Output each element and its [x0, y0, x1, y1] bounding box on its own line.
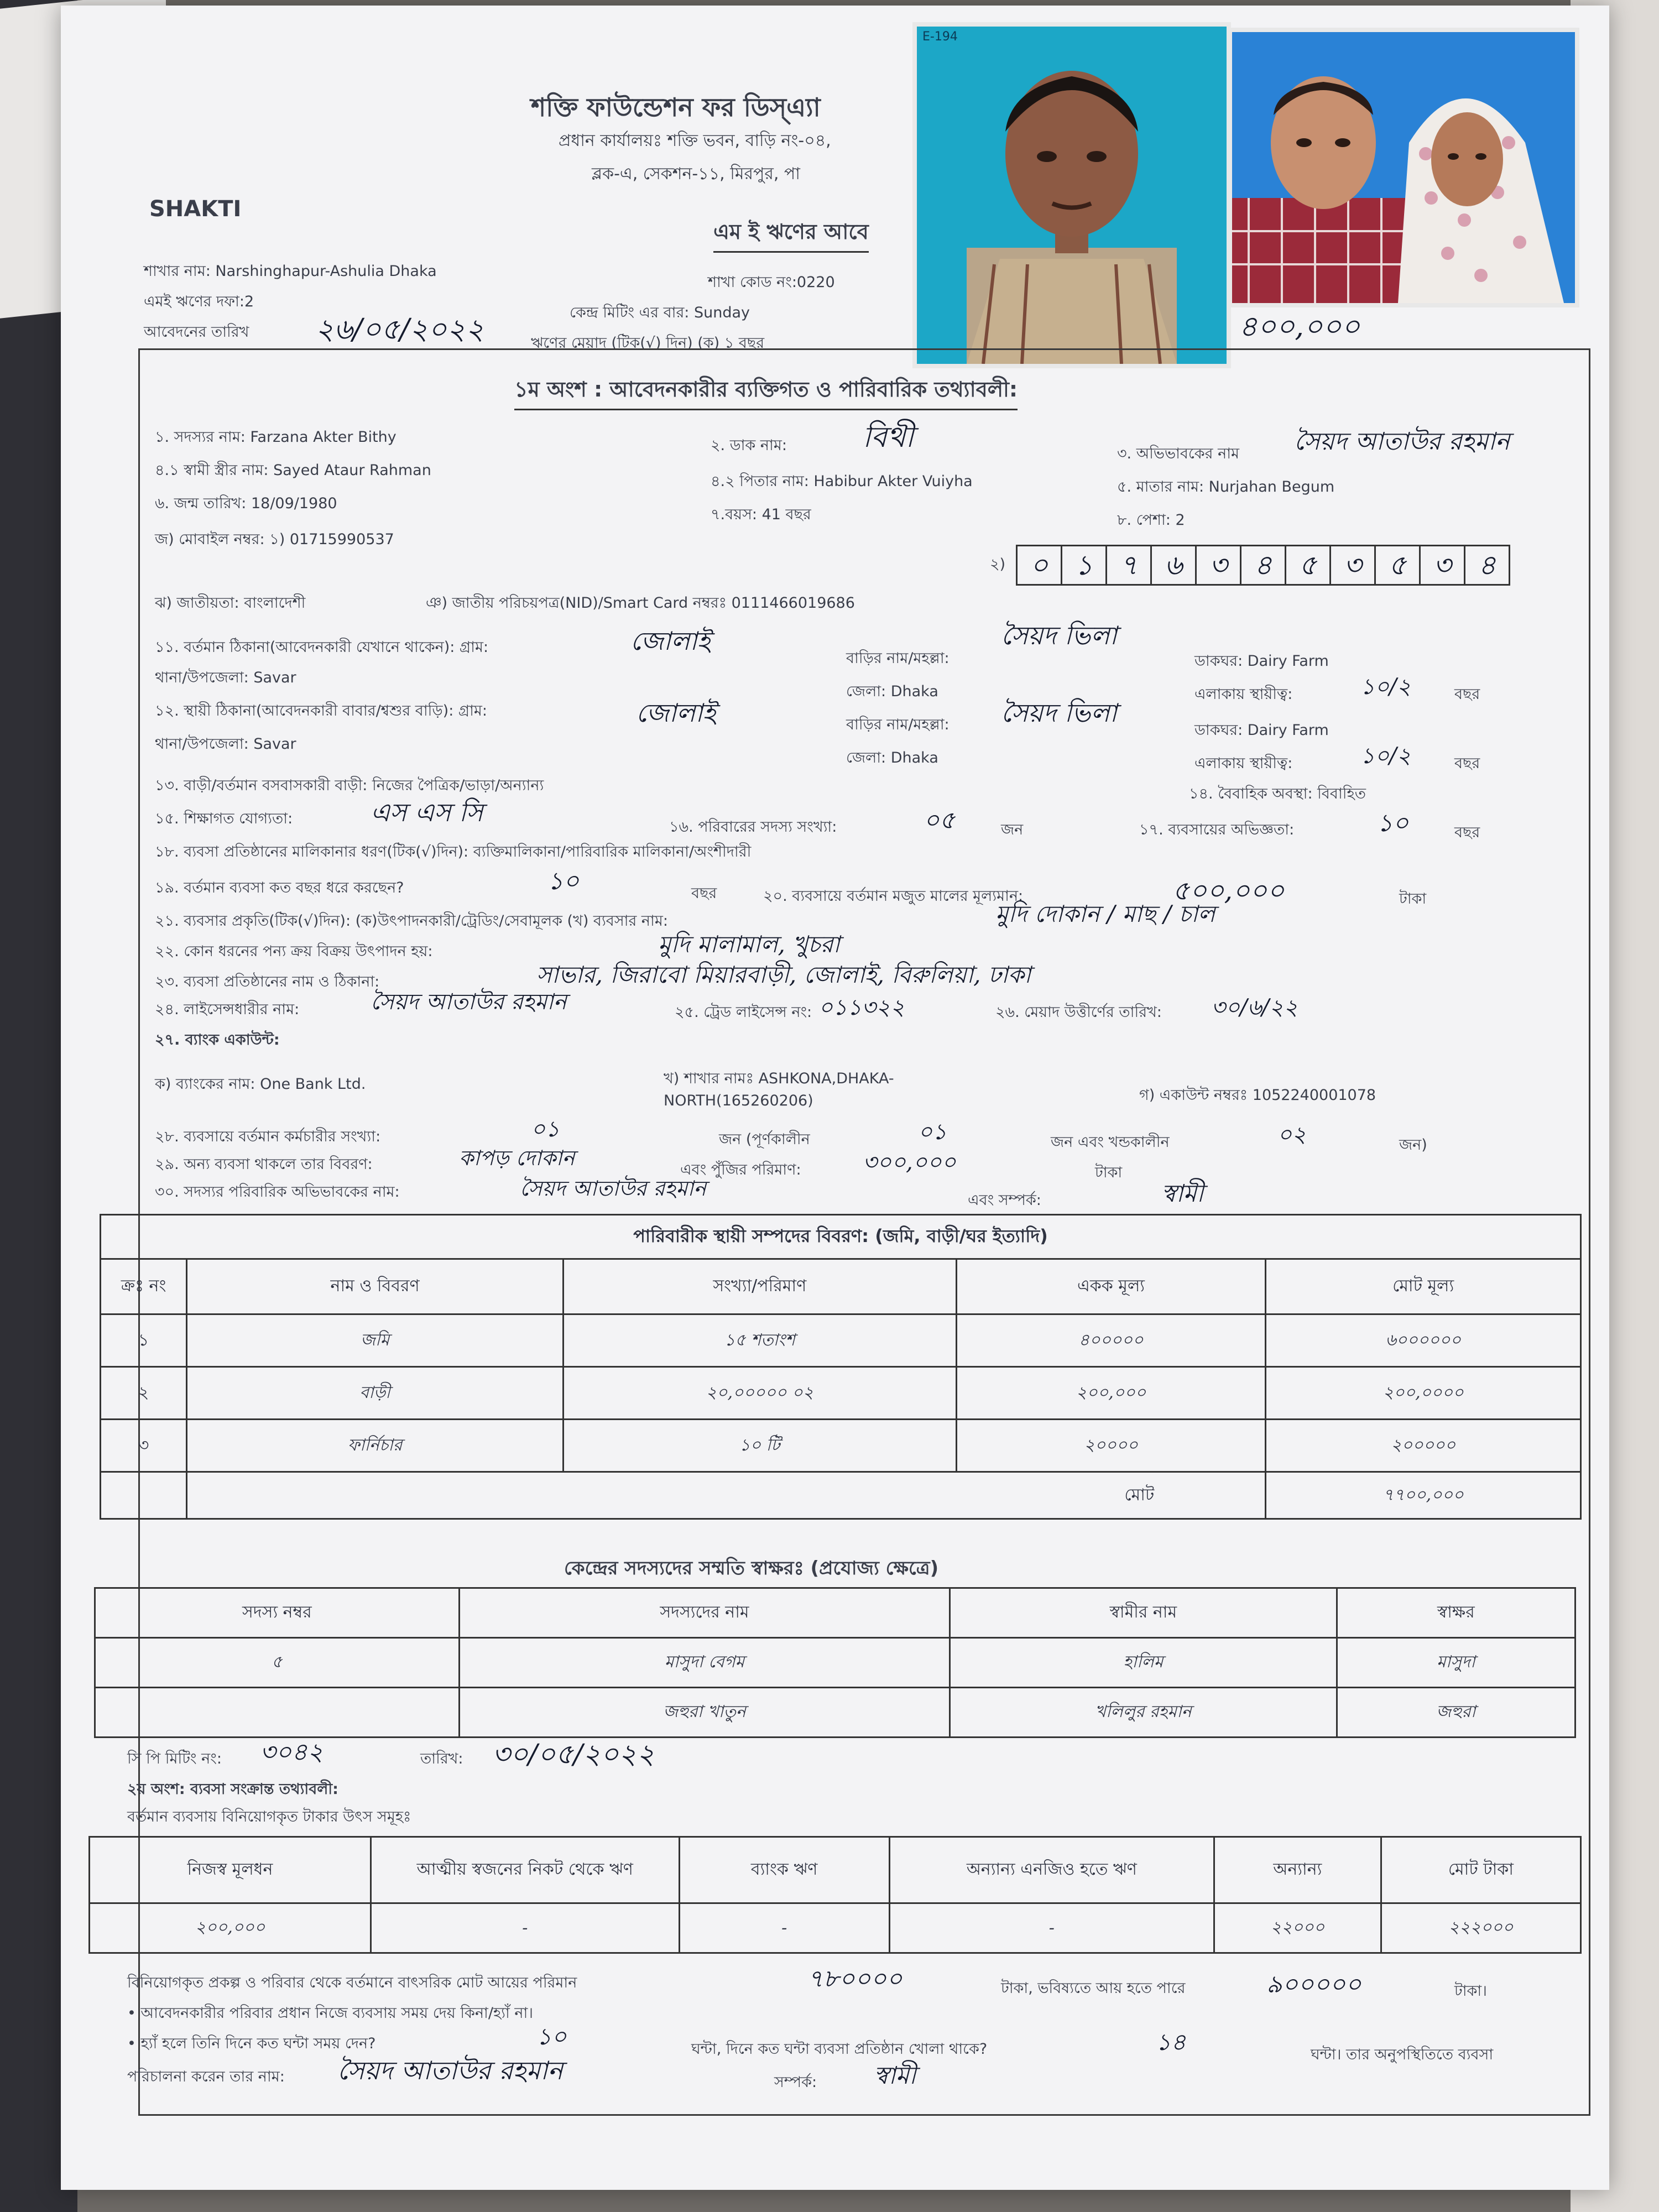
- bank-account-number: গ) একাউন্ট নম্বরঃ 1052240001078: [1139, 1087, 1376, 1104]
- bank-branch-code: NORTH(165260206): [664, 1092, 813, 1109]
- shakti-logo: SHAKTI: [149, 196, 242, 222]
- table-row: [95, 1688, 1575, 1738]
- annual-income: ৭৮০০০০: [807, 1965, 902, 1993]
- consent-signature: মাসুদা: [1337, 1638, 1575, 1688]
- mobile2-digit: ৬: [1150, 545, 1197, 586]
- house-status: ১৩. বাড়ী/বর্তমান বসবাসকারী বাড়ী: নিজের পৈত্রিক/ভাড়া/অন্যান্য: [155, 777, 544, 794]
- employees-parttime: ০২: [1277, 1122, 1307, 1147]
- section1-title: ১ম অংশ : আবেদনকারীর ব্যক্তিগত ও পারিবারিক তথ্যাবলী:: [514, 373, 1018, 410]
- present-district: জেলা: Dhaka: [846, 683, 938, 700]
- consent-title: কেন্দ্রের সদস্যদের সম্মতি স্বাক্ষরঃ (প্রযোজ্য ক্ষেত্রে): [564, 1557, 939, 1579]
- loan-phase: এমই ঋণের দফা:2: [144, 293, 254, 310]
- trade-license-label: ২৫. ট্রেড লাইসেন্স নং:: [675, 1004, 812, 1021]
- employees-fulltime-label: জন (পূর্ণকালীন: [719, 1131, 810, 1148]
- family-size-label: ১৬. পরিবারের সদস্য সংখ্যা:: [669, 818, 837, 836]
- asset-name: ফার্নিচার: [187, 1420, 564, 1472]
- cp-date: ৩০/০৫/২০২২: [492, 1738, 655, 1770]
- member-name: ১. সদস্যর নাম: Farzana Akter Bithy: [155, 429, 397, 446]
- family-guardian-value: সৈয়দ আতাউর রহমান: [520, 1176, 707, 1201]
- mobile2-label: ২): [990, 556, 1006, 573]
- ownership-type: ১৮. ব্যবসা প্রতিষ্ঠানের মালিকানার ধরণ(টিক(√)দিন): ব্যক্তিমালিকানা/পারিবারিক মালিকানা/অংশীদারী: [155, 843, 752, 860]
- permanent-district: জেলা: Dhaka: [846, 749, 938, 766]
- bank-account-heading: ২৭. ব্যাংক একাউন্ট:: [155, 1031, 280, 1048]
- mobile2-digit: ০: [1016, 545, 1062, 586]
- other-business-value: কাপড় দোকান: [459, 1146, 575, 1170]
- nickname-value: বিথী: [863, 421, 914, 454]
- education-label: ১৫. শিক্ষাগত যোগ্যতা:: [155, 810, 293, 827]
- time-question: • আবেদনকারীর পরিবার প্রধান নিজে ব্যবসায় সময় দেয় কিনা/হ্যাঁ না।: [127, 2005, 534, 2022]
- loan-application-form: [61, 6, 1609, 2190]
- mobile2-digit: ৩: [1419, 545, 1465, 586]
- present-village: জোলাই: [630, 626, 711, 656]
- consent-table: [94, 1587, 1576, 1738]
- stock-value-label: ২০. ব্যবসায়ে বর্তমান মজুত মালের মূল্যমান:: [763, 888, 1024, 905]
- family-size-value: ০৫: [924, 806, 956, 834]
- guardian-value: সৈয়দ আতাউর রহমান: [1294, 427, 1510, 456]
- cp-date-label: তারিখ:: [420, 1750, 463, 1767]
- present-house: সৈয়দ ভিলা: [1001, 620, 1117, 650]
- relation-label: এবং সম্পর্ক:: [968, 1192, 1041, 1209]
- capital-value: ৩০০,০০০: [863, 1150, 956, 1175]
- future-income-unit: টাকা।: [1454, 1983, 1487, 2000]
- investment-source-table: [88, 1836, 1582, 1954]
- consent-header-signature: স্বাক্ষর: [1337, 1588, 1575, 1638]
- present-residency: ১০/২: [1360, 674, 1411, 700]
- family-guardian-label: ৩০. সদস্যর পরিবারিক অভিভাবকের নাম:: [155, 1183, 400, 1201]
- relation-value: স্বামী: [1161, 1180, 1204, 1208]
- consent-header-husband: স্বামীর নাম: [950, 1588, 1337, 1638]
- assets-header-sl: ক্রঃ নং: [101, 1259, 187, 1314]
- asset-sl: ১: [101, 1314, 187, 1367]
- assets-table-title: পারিবারীক স্থায়ী সম্পদের বিবরণ: (জমি, বাড়ী/ঘর ইত্যাদি): [101, 1215, 1581, 1259]
- consent-signature: জহুরা: [1337, 1688, 1575, 1738]
- business-years-unit: বছর: [691, 885, 717, 902]
- manager-relation: স্বামী: [874, 2062, 916, 2090]
- trade-license-value: ০১১৩২২: [818, 995, 905, 1020]
- person-portrait-icon: [917, 27, 1227, 364]
- license-holder-value: সৈয়দ আতাউর রহমান: [371, 989, 567, 1015]
- products-value: মুদি মালামাল, খুচরা: [658, 931, 840, 958]
- mobile2-digit: ৩: [1195, 545, 1241, 586]
- hours-question-label: • হ্যাঁ হলে তিনি দিনে কত ঘন্টা সময় দেন?: [127, 2035, 376, 2052]
- assets-total-value: ৭৭০০,০০০: [1266, 1472, 1581, 1519]
- section2-subtitle: বর্তমান ব্যবসায় বিনিয়োগকৃত টাকার উৎস সমূহঃ: [127, 1808, 411, 1825]
- mother-name: ৫. মাতার নাম: Nurjahan Begum: [1117, 478, 1335, 495]
- education-value: এস এস সি: [371, 797, 483, 827]
- license-holder-label: ২৪. লাইসেন্সধারীর নাম:: [155, 1001, 300, 1018]
- source-header-own-capital: নিজস্ব মূলধন: [90, 1837, 371, 1903]
- permanent-address-label: ১২. স্থায়ী ঠিকানা(আবেদনকারী বাবার/শ্বশুর বাড়ি): গ্রাম:: [155, 702, 488, 719]
- org-name: শক্তি ফাউন্ডেশন ফর ডিস্‌এ্যা: [531, 92, 821, 122]
- source-header-other: অন্যান্য: [1214, 1837, 1381, 1903]
- asset-total: ২০০,০০০০: [1266, 1367, 1581, 1420]
- products-label: ২২. কোন ধরনের পন্য ক্রয় বিক্রয় উৎপাদন হয়:: [155, 943, 433, 960]
- mobile2-digit: ৪: [1240, 545, 1286, 586]
- manager-name-label: পরিচালনা করেন তার নাম:: [127, 2068, 285, 2085]
- business-name: মুদি দোকান / মাছ / চাল: [995, 900, 1215, 927]
- permanent-house-label: বাড়ির নাম/মহল্লা:: [846, 716, 950, 733]
- mobile2-digit: ৩: [1329, 545, 1376, 586]
- manager-name: সৈয়দ আতাউর রহমান: [337, 2056, 563, 2085]
- source-relatives-loan: -: [371, 1903, 679, 1953]
- guardian-label: ৩. অভিভাবকের নাম: [1117, 445, 1240, 462]
- asset-qty: ১৫ শতাংশ: [563, 1314, 956, 1367]
- experience-unit: বছর: [1454, 824, 1480, 841]
- source-own-capital: ২০০,০০০: [90, 1903, 371, 1953]
- meeting-day: কেন্দ্র মিটিং এর বার: Sunday: [570, 304, 750, 321]
- annual-income-label: বিনিয়োগকৃত প্রকল্প ও পরিবার থেকে বর্তমানে বাৎসরিক মোট আয়ের পরিমান: [127, 1974, 577, 1991]
- present-post-office: ডাকঘর: Dairy Farm: [1194, 653, 1329, 670]
- source-header-ngo-loan: অন্যান্য এনজিও হতে ঋণ: [889, 1837, 1214, 1903]
- bank-branch: খ) শাখার নামঃ ASHKONA,DHAKA-: [664, 1070, 894, 1087]
- nickname-label: ২. ডাক নাম:: [711, 437, 787, 454]
- present-residency-label: এলাকায় স্থায়ীত্ব:: [1194, 686, 1293, 703]
- mobile2-digit: ৭: [1105, 545, 1152, 586]
- branch-code: শাখা কোড নং:0220: [708, 274, 835, 291]
- mobile2-digit: ৫: [1374, 545, 1421, 586]
- business-address-value: সাভার, জিরাবো মিয়ারবাড়ী, জোলাই, বিরুলিয়া, ঢাকা: [536, 961, 1031, 988]
- source-header-relatives-loan: আত্মীয় স্বজনের নিকট থেকে ঋণ: [371, 1837, 679, 1903]
- source-total: ২২২০০০: [1381, 1903, 1580, 1953]
- mobile-number: জ) মোবাইল নম্বর: ১) 01715990537: [155, 531, 394, 548]
- assets-header-name: নাম ও বিবরণ: [187, 1259, 564, 1314]
- age: ৭.বয়স: 41 বছর: [711, 506, 811, 523]
- mobile2-digit: ৪: [1464, 545, 1510, 586]
- business-years-label: ১৯. বর্তমান ব্যবসা কত বছর ধরে করছেন?: [155, 879, 404, 896]
- table-row: [101, 1367, 1581, 1420]
- capital-unit: টাকা: [1095, 1164, 1123, 1181]
- assets-table: [100, 1214, 1582, 1520]
- asset-total: ২০০০০০: [1266, 1420, 1581, 1472]
- asset-unit-price: ২০০০০: [956, 1420, 1266, 1472]
- asset-unit-price: ২০০,০০০: [956, 1367, 1266, 1420]
- permanent-residency: ১০/২: [1360, 743, 1411, 769]
- family-size-unit: জন: [1001, 821, 1024, 838]
- open-hours: ১৪: [1156, 2028, 1186, 2056]
- license-expiry-label: ২৬. মেয়াদ উত্তীর্ণের তারিখ:: [995, 1004, 1162, 1021]
- org-address-1: প্রধান কার্যালয়ঃ শক্তি ভবন, বাড়ি নং-০৪,: [559, 131, 831, 150]
- table-row: [101, 1472, 1581, 1519]
- couple-photo: [1228, 28, 1579, 307]
- table-row: [90, 1903, 1581, 1953]
- future-income-label: টাকা, ভবিষ্যতে আয় হতে পারে: [1001, 1980, 1186, 1997]
- source-other: ২২০০০: [1214, 1903, 1381, 1953]
- cp-meeting-label: সি পি মিটিং নং:: [127, 1750, 222, 1767]
- assets-header-total: মোট মূল্য: [1266, 1259, 1581, 1314]
- section2-title: ২য় অংশ: ব্যবসা সংক্রান্ত তথ্যাবলী:: [127, 1781, 338, 1798]
- branch-name: শাখার নাম: Narshinghapur-Ashulia Dhaka: [144, 263, 437, 280]
- employees-parttime-label: জন এবং খন্ডকালীন: [1051, 1134, 1170, 1151]
- present-residency-unit: বছর: [1454, 686, 1480, 703]
- other-business-label: ২৯. অন্য ব্যবসা থাকলে তার বিবরণ:: [155, 1156, 373, 1173]
- applicant-photo: [912, 22, 1231, 368]
- loan-amount: ৪০০,০০০: [1239, 310, 1360, 343]
- employees-total: ০১: [531, 1117, 560, 1142]
- asset-unit-price: ৪০০০০০: [956, 1314, 1266, 1367]
- stock-value: ৫০০,০০০: [1172, 875, 1285, 906]
- experience-label: ১৭. ব্যবসায়ের অভিজ্ঞতা:: [1139, 821, 1295, 838]
- form-title: এম ই ঋণের আবে: [713, 216, 869, 253]
- loan-term: ঋণের মেয়াদ (টিক(√) দিন) (ক) ১ বছর: [531, 335, 765, 352]
- source-header-total: মোট টাকা: [1381, 1837, 1580, 1903]
- application-date: ২৬/০৫/২০২২: [315, 313, 484, 346]
- license-expiry-value: ৩০/৬/২২: [1211, 995, 1298, 1020]
- consent-member-no: [95, 1688, 460, 1738]
- manager-relation-label: সম্পর্ক:: [774, 2074, 817, 2091]
- experience-value: ১০: [1377, 809, 1409, 837]
- permanent-post-office: ডাকঘর: Dairy Farm: [1194, 722, 1329, 739]
- mobile2-digit-boxes: [1018, 545, 1510, 586]
- permanent-house: সৈয়দ ভিলা: [1001, 698, 1117, 728]
- org-address-2: ব্লক-এ, সেকশন-১১, মিরপুর, পা: [592, 164, 800, 184]
- photo-label: E-194: [922, 30, 958, 44]
- mobile2-digit: ৫: [1285, 545, 1331, 586]
- future-income: ৯০০০০০: [1266, 1970, 1361, 1999]
- cp-meeting-no: ৩০৪২: [260, 1738, 324, 1766]
- occupation: ৮. পেশা: 2: [1117, 512, 1185, 529]
- table-row: [101, 1314, 1581, 1367]
- hours-per-day: ১০: [536, 2023, 567, 2050]
- permanent-residency-label: এলাকায় স্থায়ীত্ব:: [1194, 755, 1293, 772]
- source-bank-loan: -: [679, 1903, 889, 1953]
- employees-fulltime: ০১: [918, 1119, 947, 1145]
- application-date-label: আবেদনের তারিখ: [144, 324, 249, 341]
- marital-status: ১৪. বৈবাহিক অবস্থা: বিবাহিত: [1189, 785, 1366, 802]
- couple-portrait-icon: [1232, 32, 1575, 303]
- stock-value-unit: টাকা: [1399, 890, 1427, 907]
- permanent-residency-unit: বছর: [1454, 755, 1480, 772]
- consent-header-member-no: সদস্য নম্বর: [95, 1588, 460, 1638]
- mobile2-digit: ১: [1061, 545, 1107, 586]
- consent-husband-name: খলিলুর রহমান: [950, 1688, 1337, 1738]
- asset-name: জমি: [187, 1314, 564, 1367]
- table-row: [101, 1420, 1581, 1472]
- employees-end: জন): [1399, 1136, 1427, 1154]
- present-house-label: বাড়ির নাম/মহল্লা:: [846, 650, 950, 667]
- father-name: ৪.২ পিতার নাম: Habibur Akter Vuiyha: [711, 473, 973, 490]
- assets-header-unit: একক মূল্য: [956, 1259, 1266, 1314]
- consent-husband-name: হালিম: [950, 1638, 1337, 1688]
- present-thana: থানা/উপজেলা: Savar: [155, 669, 296, 686]
- permanent-thana: থানা/উপজেলা: Savar: [155, 735, 296, 753]
- assets-total-label: মোট: [187, 1472, 1266, 1519]
- source-header-bank-loan: ব্যাংক ঋণ: [679, 1837, 889, 1903]
- business-nature-label: ২১. ব্যবসার প্রকৃতি(টিক(√)দিন): (ক)উৎপাদনকারী/ট্রেডিং/সেবামূলক (খ) ব্যবসার নাম:: [155, 912, 668, 930]
- nationality: ঝ) জাতীয়তা: বাংলাদেশী: [155, 594, 306, 612]
- asset-sl: ২: [101, 1367, 187, 1420]
- table-row: [95, 1638, 1575, 1688]
- spouse-name: ৪.১ স্বামী স্ত্রীর নাম: Sayed Ataur Rahman: [155, 462, 431, 479]
- business-address-label: ২৩. ব্যবসা প্রতিষ্ঠানের নাম ও ঠিকানা:: [155, 973, 380, 990]
- employees-label: ২৮. ব্যবসায়ে বর্তমান কর্মচারীর সংখ্যা:: [155, 1128, 381, 1145]
- consent-member-no: ৫: [95, 1638, 460, 1688]
- capital-label: এবং পুঁজির পরিমাণ:: [680, 1161, 801, 1178]
- consent-member-name: জহুরা খাতুন: [459, 1688, 950, 1738]
- asset-sl: ৩: [101, 1420, 187, 1472]
- birth-date: ৬. জন্ম তারিখ: 18/09/1980: [155, 495, 337, 512]
- source-ngo-loan: -: [889, 1903, 1214, 1953]
- asset-name: বাড়ী: [187, 1367, 564, 1420]
- asset-qty: ১০ টি: [563, 1420, 956, 1472]
- absence-label: ঘন্টা। তার অনুপস্থিতিতে ব্যবসা: [1311, 2046, 1494, 2063]
- asset-qty: ২০,০০০০০ ০২: [563, 1367, 956, 1420]
- permanent-village: জোলাই: [636, 698, 716, 728]
- assets-header-qty: সংখ্যা/পরিমাণ: [563, 1259, 956, 1314]
- nid-number: ঞ) জাতীয় পরিচয়পত্র(NID)/Smart Card নম্বরঃ 0111466019686: [426, 594, 855, 612]
- open-hours-label: ঘন্টা, দিনে কত ঘন্টা ব্যবসা প্রতিষ্ঠান খোলা থাকে?: [691, 2041, 988, 2058]
- present-address-label: ১১. বর্তমান ঠিকানা(আবেদনকারী যেখানে থাকেন): গ্রাম:: [155, 639, 489, 656]
- consent-member-name: মাসুদা বেগম: [459, 1638, 950, 1688]
- asset-total: ৬০০০০০০: [1266, 1314, 1581, 1367]
- consent-header-member-name: সদস্যদের নাম: [459, 1588, 950, 1638]
- bank-name: ক) ব্যাংকের নাম: One Bank Ltd.: [155, 1076, 366, 1093]
- business-years-value: ১০: [547, 867, 580, 895]
